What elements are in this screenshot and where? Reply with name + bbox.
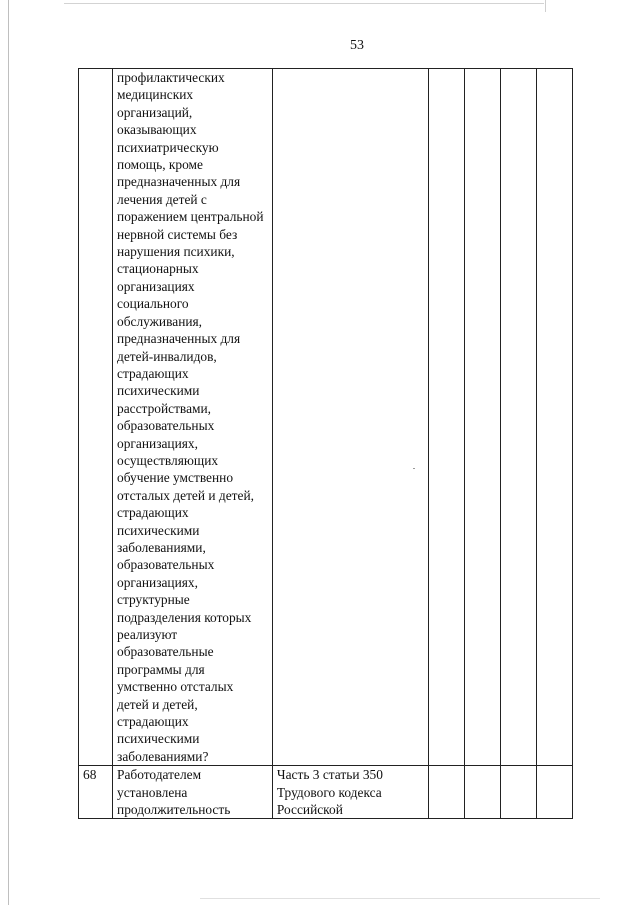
reference-cell (272, 69, 428, 766)
answer-no-cell[interactable] (464, 69, 500, 766)
scan-edge-bottom (200, 898, 600, 899)
scan-speck (413, 468, 415, 469)
notes-cell[interactable] (536, 766, 572, 819)
question-cell: Работодателем установлена продолжительность (113, 766, 273, 819)
scan-edge-left (8, 0, 9, 905)
answer-yes-cell[interactable] (428, 69, 464, 766)
checklist-table (78, 68, 573, 819)
answer-na-cell[interactable] (500, 69, 536, 766)
answer-no-cell[interactable] (464, 766, 500, 819)
table-row (79, 766, 573, 819)
scan-edge-top (64, 3, 544, 4)
page-number: 53 (350, 38, 364, 53)
notes-cell[interactable] (536, 69, 572, 766)
row-number (79, 69, 113, 766)
reference-cell: Часть 3 статьи 350 Трудового кодекса Российской (272, 766, 428, 819)
row-number: 68 (79, 766, 113, 819)
answer-yes-cell[interactable] (428, 766, 464, 819)
answer-na-cell[interactable] (500, 766, 536, 819)
scan-edge-right (545, 0, 546, 12)
table-row (79, 69, 573, 766)
question-cell: профилактических медицинских организаций, оказывающих психиатрическую помощь, кроме предназначенных для лечения детей с поражением центральной нервной системы без нарушения психики, стационарных организациях социального обслуживания, предназначенных для детей-инвалидов, страдающих психическими расстройствами, образовательных организациях, осуществляющих обучение умственно отсталых детей и детей, страдающих психическими заболеваниями, образовательных организациях, структурные подразделения которых реализуют образовательные программы для умственно отсталых детей и детей, страдающих психическими заболеваниями? (113, 69, 273, 766)
